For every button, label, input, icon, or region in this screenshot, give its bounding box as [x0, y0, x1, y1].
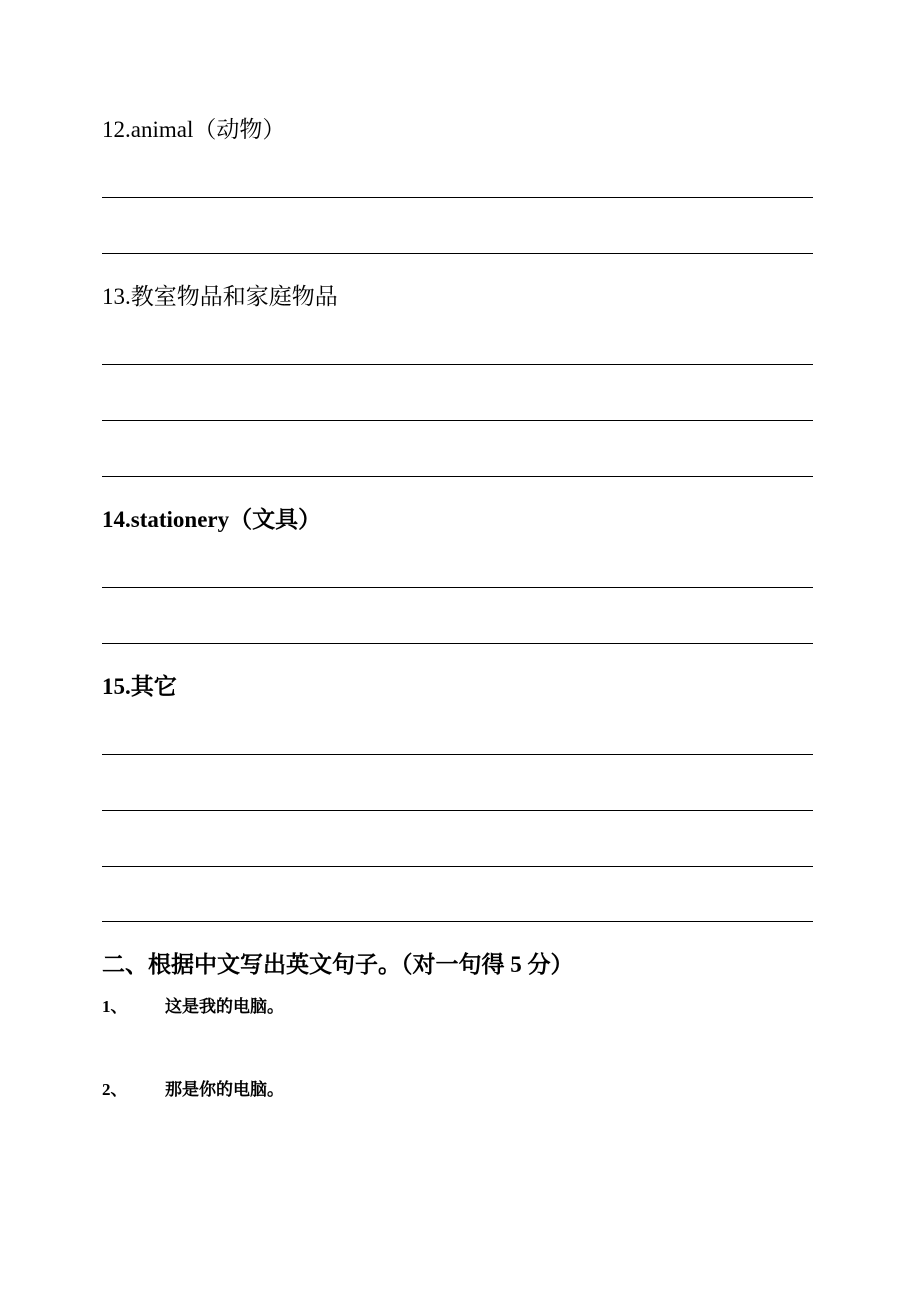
part-2-title: 二、根据中文写出英文句子。（对一句得 5 分）: [102, 952, 574, 977]
section-13-title: 13.教室物品和家庭物品: [102, 284, 338, 309]
question-1-text: 这是我的电脑。: [165, 997, 284, 1016]
answer-line: [102, 364, 813, 365]
answer-line: [102, 587, 813, 588]
question-1-number: 1、: [102, 997, 128, 1016]
answer-line: [102, 476, 813, 477]
answer-line: [102, 197, 813, 198]
section-12-title: 12.animal（动物）: [102, 117, 286, 142]
answer-line: [102, 810, 813, 811]
answer-line: [102, 754, 813, 755]
section-15-title: 15.其它: [102, 674, 177, 699]
answer-line: [102, 420, 813, 421]
answer-line: [102, 866, 813, 867]
question-2-text: 那是你的电脑。: [165, 1080, 284, 1099]
answer-line: [102, 643, 813, 644]
section-14-title: 14.stationery（文具）: [102, 507, 322, 532]
answer-line: [102, 253, 813, 254]
question-2-number: 2、: [102, 1080, 128, 1099]
answer-line: [102, 921, 813, 922]
